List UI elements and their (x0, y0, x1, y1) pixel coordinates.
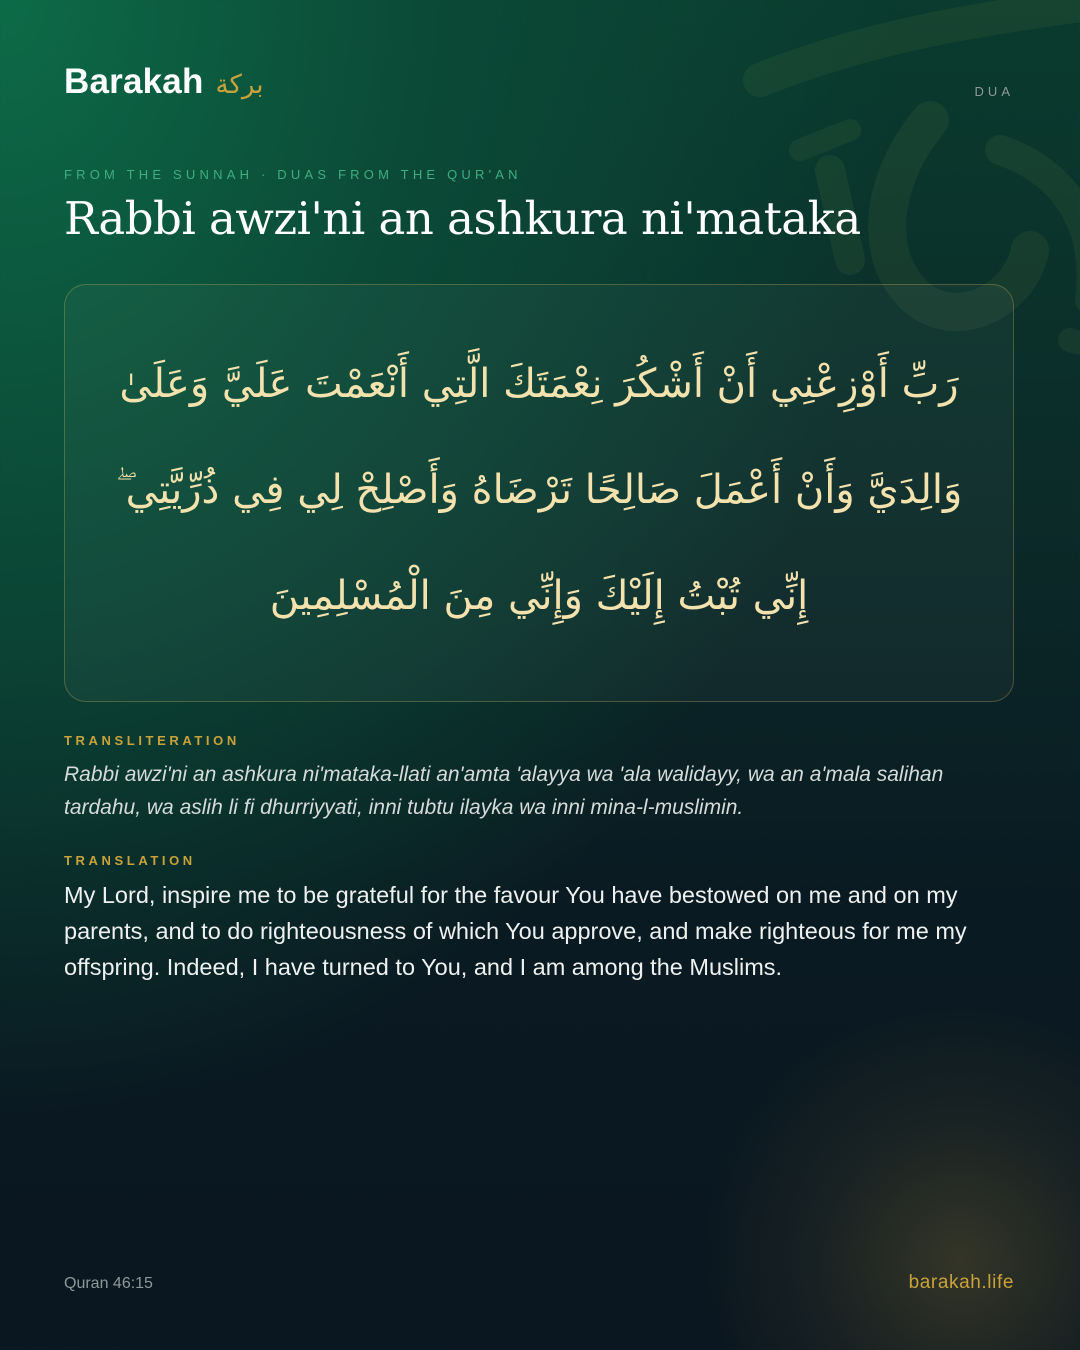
transliteration-text: Rabbi awzi'ni an ashkura ni'mataka-llati an'amta 'alayya wa 'ala walidayy, wa an a'mala salihan tardahu, wa aslih li fi dhurriyyati, inni tubtu ilayka wa inni mina-l-muslimin. (64, 763, 944, 819)
brand-logo (64, 62, 263, 102)
category-tag: DUA (974, 84, 1014, 99)
transliteration-label: TRANSLITERATION (64, 733, 240, 748)
website-link[interactable]: barakah.life (908, 1272, 1014, 1293)
arabic-text-card (64, 284, 1014, 702)
dua-title: Rabbi awzi'ni an ashkura ni'mataka (64, 192, 861, 245)
translation-text: My Lord, inspire me to be grateful for the favour You have bestowed on me and on my parents, and to do righteousness of which You approve, and make righteous for me my offspring. Indeed, I have turned to You, and I am among the Muslims. (64, 882, 967, 980)
verse-reference: Quran 46:15 (64, 1275, 153, 1292)
arabic-verse: رَبِّ أَوْزِعْنِي أَنْ أَشْكُرَ نِعْمَتَكَ الَّتِي أَنْعَمْتَ عَلَيَّ وَعَلَىٰ وَالِدَيَّ وَأَنْ أَعْمَلَ صَالِحًا تَرْضَاهُ وَأَصْلِحْ لِي فِي ذُرِّيَّتِي ۖ إِنِّي تُبْتُ إِلَيْكَ وَإِنِّي مِنَ الْمُسْلِمِينَ (115, 361, 963, 619)
brand-arabic-name: بركة (215, 70, 264, 100)
source-eyebrow: FROM THE SUNNAH · DUAS FROM THE QUR'AN (64, 167, 522, 182)
brand-name: Barakah (64, 62, 204, 101)
translation-label: TRANSLATION (64, 853, 196, 868)
